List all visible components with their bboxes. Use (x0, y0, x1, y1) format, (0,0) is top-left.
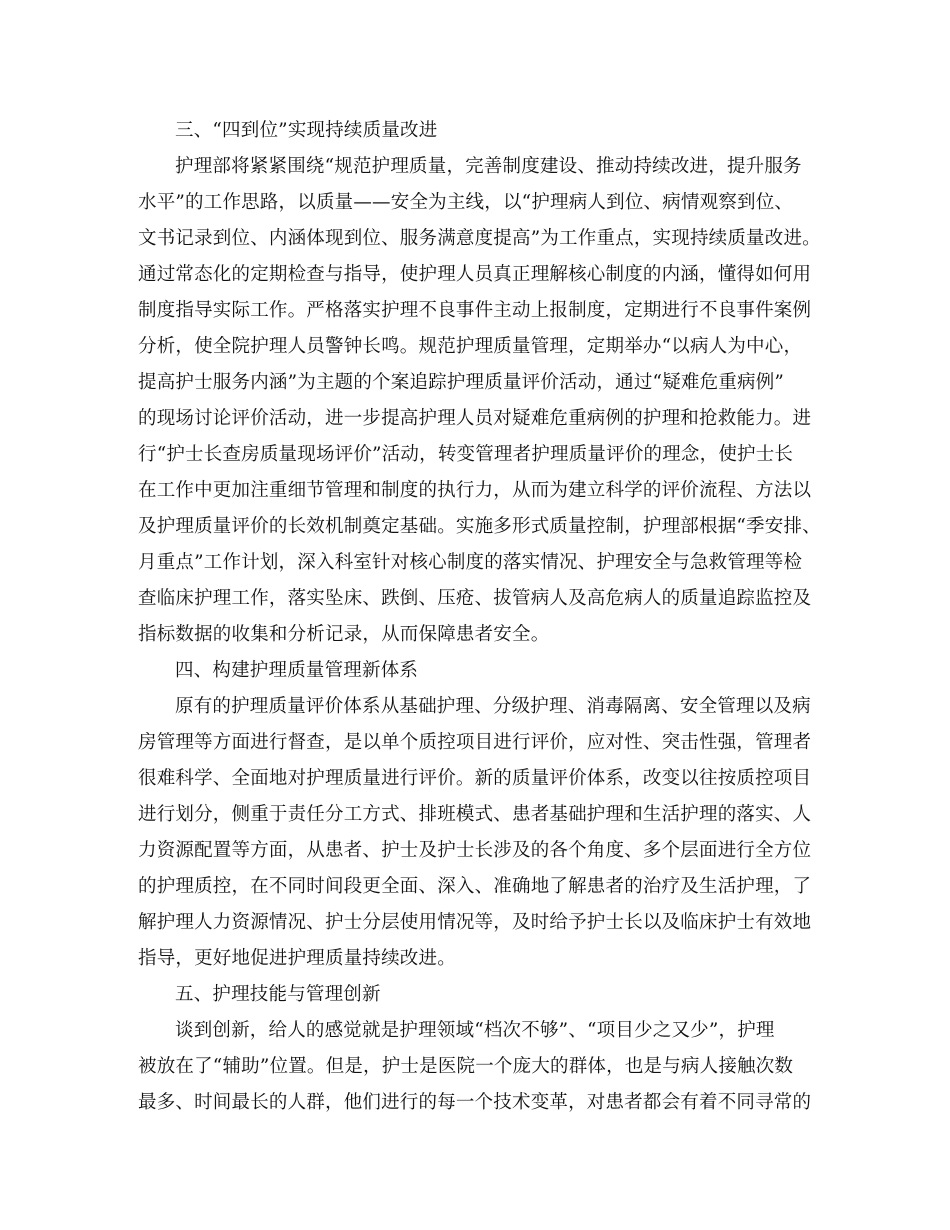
paragraph-line: 进行划分，侧重于责任分工方式、排班模式、患者基础护理和生活护理的落实、人 (138, 804, 812, 825)
section-heading: 三、“四到位”实现持续质量改进 (175, 120, 438, 141)
section-heading: 五、护理技能与管理创新 (175, 984, 381, 1005)
paragraph-line: 在工作中更加注重细节管理和制度的执行力，从而为建立科学的评价流程、方法以 (138, 480, 812, 501)
paragraph-line: 最多、时间最长的人群，他们进行的每一个技术变革，对患者都会有着不同寻常的 (138, 1092, 812, 1113)
paragraph-line: 很难科学、全面地对护理质量进行评价。新的质量评价体系，改变以往按质控项目 (138, 768, 812, 789)
paragraph-line: 通过常态化的定期检查与指导，使护理人员真正理解核心制度的内涵，懂得如何用 (138, 264, 812, 285)
paragraph-line: 的护理质控，在不同时间段更全面、深入、准确地了解患者的治疗及生活护理，了 (138, 876, 812, 897)
paragraph-line: 月重点”工作计划，深入科室针对核心制度的落实情况、护理安全与急救管理等检 (138, 552, 803, 573)
paragraph-line: 解护理人力资源情况、护士分层使用情况等，及时给予护士长以及临床护士有效地 (138, 912, 812, 933)
section-heading: 四、构建护理质量管理新体系 (175, 660, 419, 681)
paragraph-line: 被放在了“辅助”位置。但是，护士是医院一个庞大的群体，也是与病人接触次数 (138, 1056, 794, 1077)
paragraph-line: 查临床护理工作，落实坠床、跌倒、压疮、拔管病人及高危病人的质量追踪监控及 (138, 588, 812, 609)
paragraph-line: 制度指导实际工作。严格落实护理不良事件主动上报制度，定期进行不良事件案例 (138, 300, 812, 321)
paragraph-line: 原有的护理质量评价体系从基础护理、分级护理、消毒隔离、安全管理以及病 (175, 696, 811, 717)
paragraph-line: 的现场讨论评价活动，进一步提高护理人员对疑难危重病例的护理和抢救能力。进 (138, 408, 812, 429)
paragraph-line: 指标数据的收集和分析记录，从而保障患者安全。 (138, 624, 550, 645)
paragraph-line: 水平”的工作思路，以质量——安全为主线，以“护理病人到位、病情观察到位、 (138, 192, 794, 213)
paragraph-line: 谈到创新，给人的感觉就是护理领域“档次不够”、“项目少之又少”，护理 (175, 1020, 775, 1041)
paragraph-line: 护理部将紧紧围绕“规范护理质量，完善制度建设、推动持续改进，提升服务 (175, 156, 802, 177)
paragraph-line: 分析，使全院护理人员警钟长鸣。规范护理质量管理，定期举办“以病人为中心， (138, 336, 803, 357)
paragraph-line: 指导，更好地促进护理质量持续改进。 (138, 948, 456, 969)
paragraph-line: 文书记录到位、内涵体现到位、服务满意度提高”为工作重点，实现持续质量改进。 (138, 228, 821, 249)
paragraph-line: 力资源配置等方面，从患者、护士及护士长涉及的各个角度、多个层面进行全方位 (138, 840, 812, 861)
paragraph-line: 房管理等方面进行督查，是以单个质控项目进行评价，应对性、突击性强，管理者 (138, 732, 812, 753)
paragraph-line: 行“护士长查房质量现场评价”活动，转变管理者护理质量评价的理念，使护士长 (138, 444, 794, 465)
paragraph-line: 及护理质量评价的长效机制奠定基础。实施多形式质量控制，护理部根据“季安排、 (138, 516, 821, 537)
paragraph-line: 提高护士服务内涵”为主题的个案追踪护理质量评价活动，通过“疑难危重病例” (138, 372, 785, 393)
